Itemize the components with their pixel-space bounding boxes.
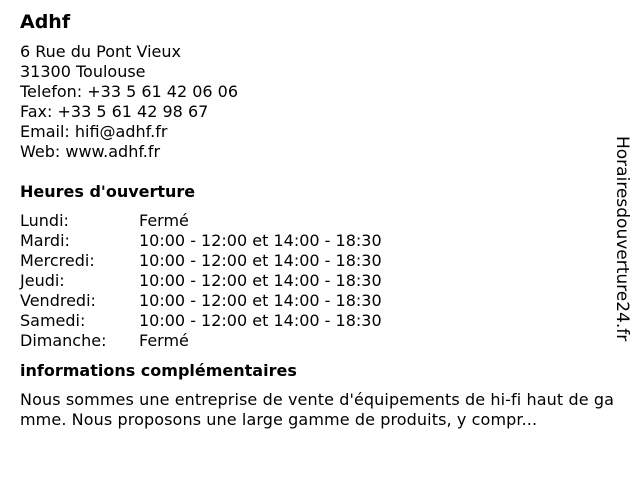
hours-day: Mercredi:: [20, 251, 95, 270]
hours-row-tuesday: [20, 231, 620, 251]
hours-time: Fermé: [139, 211, 189, 230]
hours-table: [20, 211, 620, 351]
hours-time: 10:00 - 12:00 et 14:00 - 18:30: [139, 311, 382, 330]
hours-day: Mardi:: [20, 231, 70, 250]
business-name: Adhf: [20, 11, 71, 33]
web-line: Web: www.adhf.fr: [20, 142, 161, 161]
hours-row-saturday: [20, 311, 620, 331]
hours-row-monday: [20, 211, 620, 231]
hours-heading: Heures d'ouverture: [20, 182, 196, 201]
hours-row-thursday: [20, 271, 620, 291]
contact-block: [20, 42, 620, 162]
hours-day: Samedi:: [20, 311, 86, 330]
fax-line: Fax: +33 5 61 42 98 67: [20, 102, 209, 121]
hours-day: Vendredi:: [20, 291, 96, 310]
hours-row-friday: [20, 291, 620, 311]
hours-time: 10:00 - 12:00 et 14:00 - 18:30: [139, 291, 382, 310]
address-line-1: 6 Rue du Pont Vieux: [20, 42, 181, 61]
address-line-2: 31300 Toulouse: [20, 62, 146, 81]
email-line: Email: hifi@adhf.fr: [20, 122, 168, 141]
hours-row-sunday: [20, 331, 620, 351]
info-heading: informations complémentaires: [20, 361, 297, 380]
telefon-line: Telefon: +33 5 61 42 06 06: [20, 82, 239, 101]
info-description: Nous sommes une entreprise de vente d'équipements de hi-fi haut de gamme. Nous proposons une large gamme de produits, y compr...: [20, 390, 615, 429]
hours-day: Dimanche:: [20, 331, 107, 350]
hours-day: Jeudi:: [20, 271, 65, 290]
hours-time: Fermé: [139, 331, 189, 350]
hours-time: 10:00 - 12:00 et 14:00 - 18:30: [139, 231, 382, 250]
hours-time: 10:00 - 12:00 et 14:00 - 18:30: [139, 251, 382, 270]
business-card: [20, 10, 620, 430]
hours-time: 10:00 - 12:00 et 14:00 - 18:30: [139, 271, 382, 290]
site-watermark: Horairesdouverture24.fr: [612, 136, 632, 342]
hours-row-wednesday: [20, 251, 620, 271]
hours-day: Lundi:: [20, 211, 69, 230]
